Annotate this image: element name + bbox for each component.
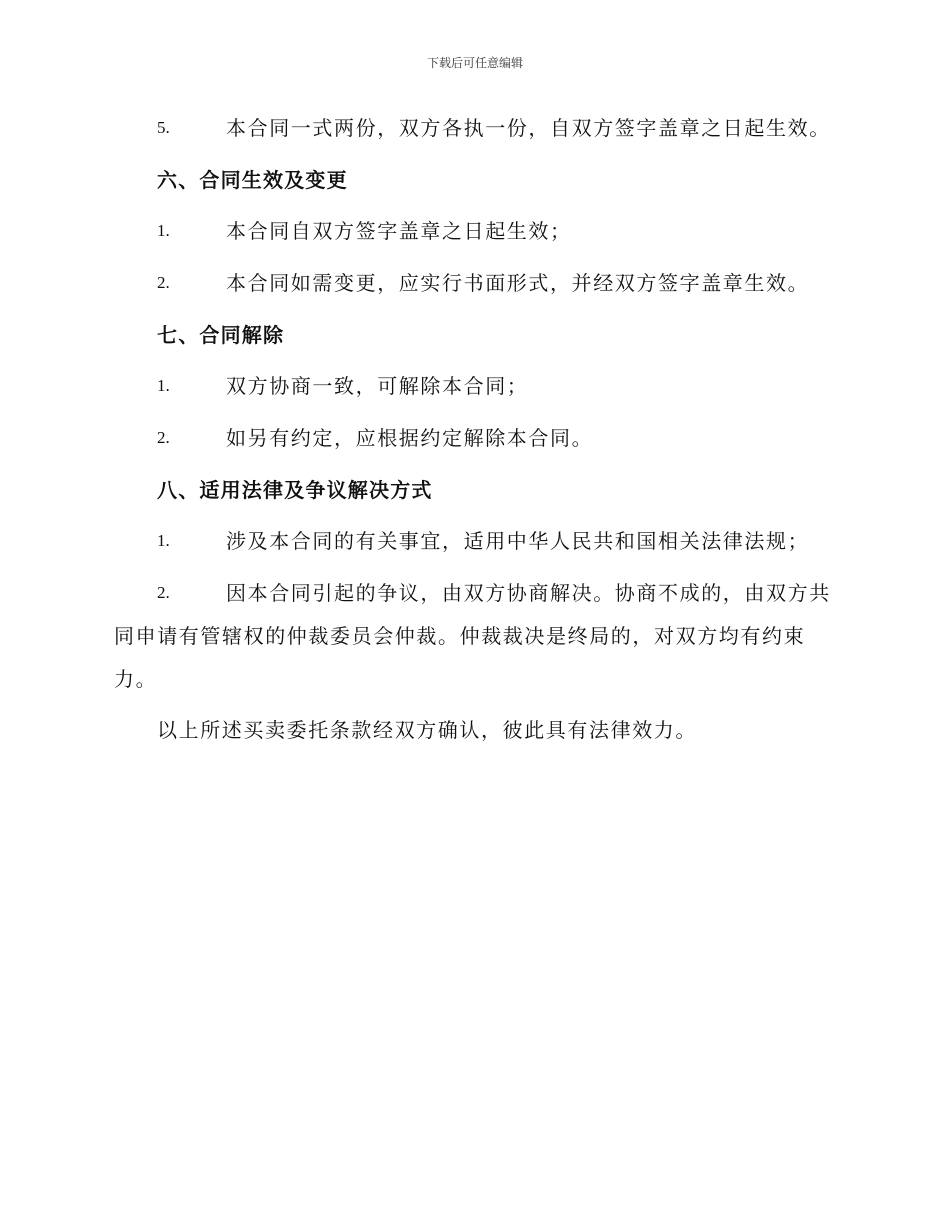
- item-number: 1.: [157, 531, 170, 550]
- closing-text: 以上所述买卖委托条款经双方确认，彼此具有法律效力。: [157, 718, 697, 742]
- page-header: 下载后可任意编辑: [426, 56, 523, 70]
- item-number: 2.: [157, 428, 170, 447]
- item-text-continued: 力。: [114, 667, 158, 691]
- item-number: 2.: [157, 273, 170, 292]
- item-number: 2.: [157, 583, 170, 602]
- item-text: 如另有约定，应根据约定解除本合同。: [226, 426, 594, 450]
- item-number: 1.: [157, 221, 170, 240]
- section-heading: 八、适用法律及争议解决方式: [157, 478, 433, 502]
- item-number: 1.: [157, 376, 170, 395]
- item-text: 本合同如需变更，应实行书面形式，并经双方签字盖章生效。: [226, 271, 810, 295]
- item-text: 涉及本合同的有关事宜，适用中华人民共和国相关法律法规；: [226, 529, 810, 553]
- item-text: 因本合同引起的争议，由双方协商解决。协商不成的，由双方共: [226, 581, 831, 605]
- item-text: 双方协商一致，可解除本合同；: [226, 374, 529, 398]
- item-text: 本合同自双方签字盖章之日起生效；: [226, 219, 572, 243]
- item-text-continued: 同申请有管辖权的仲裁委员会仲裁。仲裁裁决是终局的，对双方均有约束: [114, 624, 806, 648]
- item-number: 5.: [157, 118, 170, 137]
- section-heading: 六、合同生效及变更: [157, 168, 348, 192]
- section-heading: 七、合同解除: [157, 323, 285, 347]
- item-text: 本合同一式两份，双方各执一份，自双方签字盖章之日起生效。: [226, 116, 831, 140]
